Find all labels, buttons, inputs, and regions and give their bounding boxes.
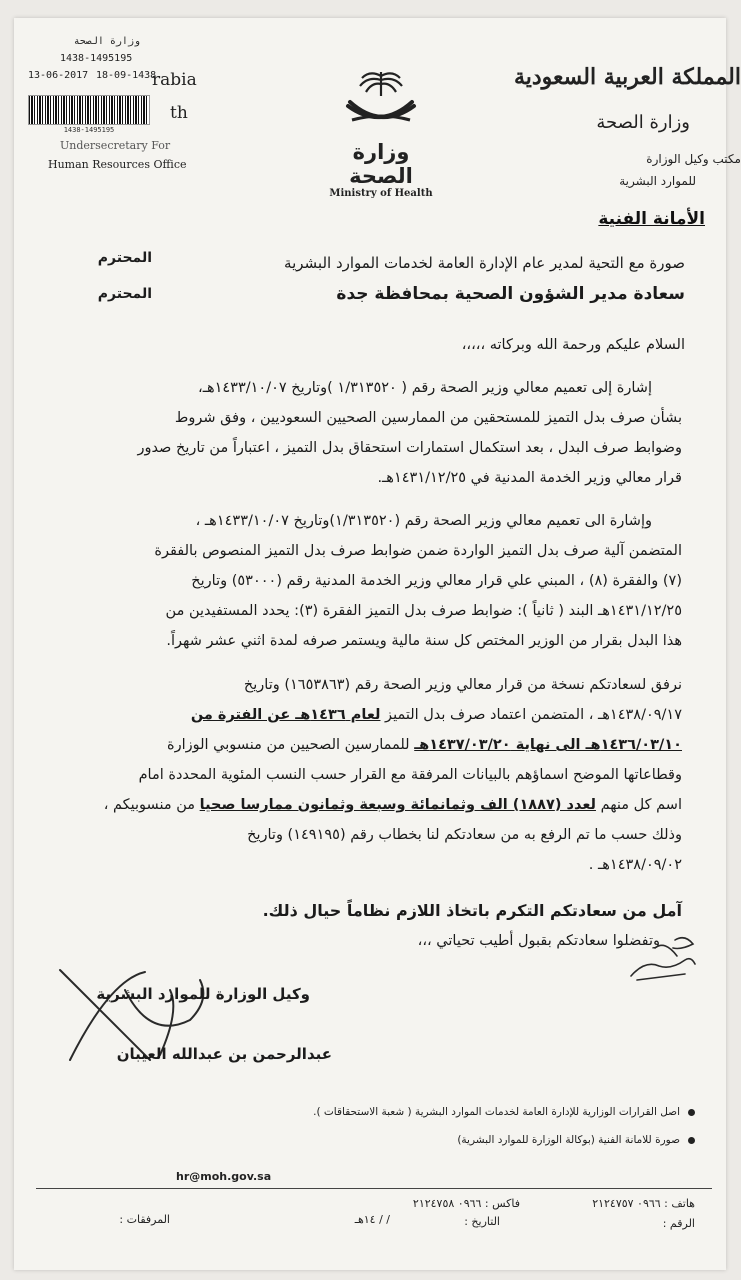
note-text: صورة للامانة الفنية (بوكالة الوزارة للموارد البشرية) bbox=[457, 1134, 680, 1146]
palm-swords-icon bbox=[322, 68, 440, 130]
para2-line: (٧) والفقرة (٨) ، المبني علي قرار معالي وزير الخدمة المدنية رقم (٥٣٠٠٠) وتاريخ bbox=[191, 573, 682, 589]
footer-fax: فاكس : ٠٩٦٦ ٢١٢٤٧٥٨ bbox=[412, 1197, 520, 1210]
note-item bbox=[240, 1106, 695, 1118]
header-en-line3: Undersecretary For bbox=[60, 139, 171, 152]
note-item bbox=[380, 1134, 695, 1146]
stamp-org: وزارة الصحة bbox=[73, 36, 140, 47]
para3-line bbox=[64, 707, 682, 723]
main-addressee-title: المحترم bbox=[97, 286, 152, 302]
para2-line: وإشارة الى تعميم معالي وزير الصحة رقم (١/٣١٣٥٢٠)وتاريخ ١٤٣٣/١٠/٠٧هـ ، bbox=[195, 513, 652, 529]
bullet-icon bbox=[688, 1109, 695, 1116]
para3-line: ١٤٣٨/٠٩/٠٢هـ . bbox=[588, 857, 682, 873]
footer-date-value: / / ١٤هـ bbox=[354, 1213, 390, 1226]
signer-name: عبدالرحمن بن عبدالله العيبان bbox=[116, 1045, 332, 1063]
para3-text: ١٤٣٨/٠٩/١٧هـ ، المتضمن اعتماد صرف بدل التميز bbox=[380, 707, 682, 723]
para1-line: وضوابط صرف البدل ، بعد استكمال استمارات استحقاق بدل التميز ، اعتباراً من تاريخ صدور bbox=[137, 440, 682, 456]
count-highlight: لعدد (١٨٨٧) الف وثمانمائة وسبعة وثمانون ممارسا صحيا bbox=[199, 797, 596, 813]
para3-line: وذلك حسب ما تم الرفع به من سعادتكم لنا بخطاب رقم (١٤٩١٩٥) وتاريخ bbox=[247, 827, 682, 843]
para2-line: ١٤٣١/١٢/٢٥هـ البند ( ثانياً ): ضوابط صرف بدل التميز الفقرة (٣): يحدد المستفيدين من bbox=[165, 603, 682, 619]
para1-line: إشارة إلى تعميم معالي وزير الصحة رقم ( ١/٣١٣٥٢٠ )وتاريخ ١٤٣٣/١٠/٠٧هـ، bbox=[198, 380, 652, 396]
stamp-date-hijri: 18-09-1438 bbox=[96, 70, 157, 81]
para1-line: قرار معالي وزير الخدمة المدنية في ١٤٣١/١٢/٢٥هـ. bbox=[377, 470, 682, 486]
period-highlight: لعام ١٤٣٦هـ عن الفترة من bbox=[190, 707, 381, 723]
closing-hope: آمل من سعادتكم التكرم باتخاذ اللازم نظاماً حيال ذلك. bbox=[262, 901, 682, 920]
note-text: اصل القرارات الوزارية للإدارة العامة لخدمات الموارد البشرية ( شعبة الاستحقاقات ). bbox=[313, 1106, 680, 1118]
header-en-line2: th bbox=[170, 103, 188, 123]
stamp-date-gregorian: 13-06-2017 bbox=[28, 70, 89, 81]
footer-attachments: المرفقات : bbox=[119, 1213, 170, 1226]
office-name: مكتب وكيل الوزارة bbox=[646, 152, 741, 166]
para3-text: اسم كل منهم bbox=[595, 797, 682, 813]
footer-phone: هاتف : ٠٩٦٦ ٢١٢٤٧٥٧ bbox=[592, 1197, 695, 1210]
logo-english: Ministry of Health bbox=[329, 188, 433, 199]
footer-date-label: التاريخ : bbox=[464, 1215, 500, 1228]
greeting: السلام عليكم ورحمة الله وبركاته ،،،،، bbox=[461, 337, 685, 353]
handwritten-initials bbox=[615, 930, 705, 990]
para3-line: وقطاعاتها الموضح اسماؤهم بالبيانات المرفقة مع القرار حسب النسب المئوية المحددة امام bbox=[138, 767, 682, 783]
barcode bbox=[28, 95, 150, 125]
footer-divider bbox=[36, 1188, 712, 1189]
logo-arabic: وزارة الصحة bbox=[349, 140, 413, 188]
office-name-2: للموارد البشرية bbox=[619, 174, 696, 188]
main-addressee: سعادة مدير الشؤون الصحية بمحافظة جدة bbox=[336, 284, 685, 304]
department-title: الأمانة الفنية bbox=[598, 209, 705, 229]
header-en-line4: Human Resources Office bbox=[48, 158, 187, 171]
copy-addressee: صورة مع التحية لمدير عام الإدارة العامة لخدمات الموارد البشرية bbox=[284, 254, 685, 272]
kingdom-name: المملكة العربية السعودية bbox=[513, 64, 741, 90]
footer-ref-label: الرقم : bbox=[662, 1217, 695, 1230]
footer-website: hr@moh.gov.sa bbox=[176, 1170, 272, 1183]
period-highlight: ١٤٣٦/٠٣/١٠هـ الى نهاية ١٤٣٧/٠٣/٢٠هـ bbox=[414, 737, 682, 753]
signer-title: وكيل الوزارة للموارد البشرية bbox=[96, 985, 310, 1003]
closing-regards: وتفضلوا سعادتكم بقبول أطيب تحياتي ،،، bbox=[417, 933, 660, 949]
ministry-logo bbox=[322, 68, 440, 199]
para2-line: المتضمن آلية صرف بدل التميز الواردة ضمن ضوابط صرف بدل التميز المنصوص بالفقرة bbox=[154, 543, 682, 559]
para3-line bbox=[64, 797, 682, 813]
para3-line: نرفق لسعادتكم نسخة من قرار معالي وزير الصحة رقم (١٦٥٣٨٦٣) وتاريخ bbox=[243, 677, 682, 693]
stamp-number: 1438-1495195 bbox=[60, 53, 133, 64]
para3-text: للممارسين الصحيين من منسوبي الوزارة bbox=[166, 737, 415, 753]
para3-text: من منسوبيكم ، bbox=[103, 797, 200, 813]
header-en-line1: rabia bbox=[152, 70, 197, 90]
para2-line: هذا البدل بقرار من الوزير المختص كل سنة مالية ويستمر صرفه لمدة اثني عشر شهراً. bbox=[166, 633, 682, 649]
copy-addressee-title: المحترم bbox=[97, 250, 152, 266]
barcode-digits: 1438-1495195 bbox=[63, 126, 115, 134]
para1-line: بشأن صرف بدل التميز للمستحقين من الممارسين الصحيين السعوديين ، وفق شروط bbox=[174, 410, 682, 426]
ministry-name: وزارة الصحة bbox=[596, 112, 690, 133]
para3-line bbox=[64, 737, 682, 753]
bullet-icon bbox=[688, 1137, 695, 1144]
